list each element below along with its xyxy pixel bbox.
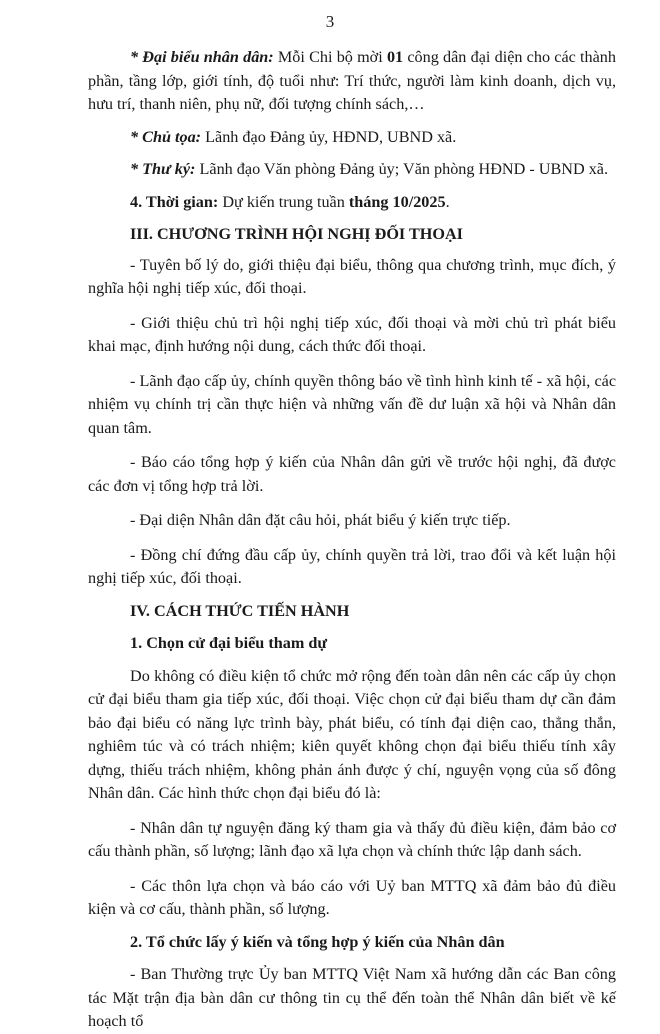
time-paragraph: [88, 191, 616, 215]
section4-sub2-heading: 2. Tổ chức lấy ý kiến và tổng hợp ý kiến của Nhân dân: [130, 932, 505, 951]
delegates-paragraph: [88, 46, 616, 117]
chair-label: * Chủ tọa:: [130, 127, 202, 146]
section3-item: - Giới thiệu chủ trì hội nghị tiếp xúc, đối thoại và mời chủ trì phát biểu khai mạc, định hướng nội dung, cách thức đối thoại.: [88, 313, 616, 355]
secretary-text: Lãnh đạo Văn phòng Đảng ủy; Văn phòng HĐND - UBND xã.: [195, 160, 609, 178]
section4-sub1-heading: 1. Chọn cử đại biểu tham dự: [130, 634, 328, 652]
section4-sub2-paragraph: - Ban Thường trực Ủy ban MTTQ Việt Nam xã hướng dẫn các Ban công tác Mặt trận địa bàn dân cư thông tin cụ thể đến toàn thể Nhân dân biết về kế hoạch tổ: [88, 965, 616, 1030]
delegates-label: * Đại biểu nhân dân:: [130, 48, 274, 66]
secretary-label: * Thư ký:: [130, 160, 196, 178]
section3-item: - Đại diện Nhân dân đặt câu hỏi, phát biểu ý kiến trực tiếp.: [130, 511, 511, 529]
time-label: 4. Thời gian:: [130, 192, 219, 211]
page-number: 3: [325, 12, 335, 31]
secretary-paragraph: [88, 158, 616, 182]
time-end: .: [445, 192, 450, 211]
section4-sub1-item: - Các thôn lựa chọn và báo cáo với Uỷ ban MTTQ xã đảm bảo đủ điều kiện và cơ cấu, thành phần, số lượng.: [88, 876, 616, 918]
section3-item: - Lãnh đạo cấp ủy, chính quyền thông báo về tình hình kinh tế - xã hội, các nhiệm vụ chính trị cần thực hiện và những vấn đề dư luận xã hội và Nhân dân quan tâm.: [88, 371, 616, 437]
delegates-text-a: Mỗi Chi bộ mời: [273, 48, 387, 66]
time-value: tháng 10/2025: [348, 192, 446, 211]
delegates-count: 01: [386, 48, 404, 66]
chair-paragraph: [88, 126, 616, 150]
delegates-text-b: công dân đại diện cho các thành phần, tầng lớp, giới tính, độ tuổi như: Trí thức, người làm kinh doanh, dịch vụ, hưu trí, thanh niên, phụ nữ, đối tượng chính sách,…: [88, 48, 616, 113]
time-text: Dự kiến trung tuần: [218, 192, 349, 211]
chair-text: Lãnh đạo Đảng ủy, HĐND, UBND xã.: [201, 127, 457, 146]
section3-heading: III. CHƯƠNG TRÌNH HỘI NGHỊ ĐỐI THOẠI: [130, 225, 463, 243]
section4-sub1-item: - Nhân dân tự nguyện đăng ký tham gia và thấy đủ điều kiện, đảm bảo cơ cấu thành phần, số lượng; lãnh đạo xã lựa chọn và chính thức lập danh sách.: [88, 818, 616, 860]
section3-item: - Đồng chí đứng đầu cấp ủy, chính quyền trả lời, trao đổi và kết luận hội nghị tiếp xúc, đối thoại.: [88, 545, 616, 587]
document-body: [88, 46, 616, 1034]
section3-item: - Báo cáo tổng hợp ý kiến của Nhân dân gửi về trước hội nghị, đã được các đơn vị tổng hợp trả lời.: [88, 453, 616, 495]
section4-heading: IV. CÁCH THỨC TIẾN HÀNH: [130, 601, 350, 620]
section3-item: - Tuyên bố lý do, giới thiệu đại biểu, thông qua chương trình, mục đích, ý nghĩa hội nghị tiếp xúc, đối thoại.: [88, 255, 616, 297]
section4-sub1-paragraph: Do không có điều kiện tổ chức mở rộng đến toàn dân nên các cấp ủy chọn cử đại biểu tham gia tiếp xúc, đối thoại. Việc chọn cử đại biểu tham dự cần đảm bảo đại biểu có năng lực trình bày, phát biểu, có tính đại diện cao, thẳng thắn, nghiêm túc và có trách nhiệm; kiên quyết không chọn đại biểu thiếu tính xây dựng, thiếu trách nhiệm, không phản ánh được ý chí, nguyện vọng của số đông Nhân dân. Các hình thức chọn đại biểu đó là:: [88, 666, 616, 802]
